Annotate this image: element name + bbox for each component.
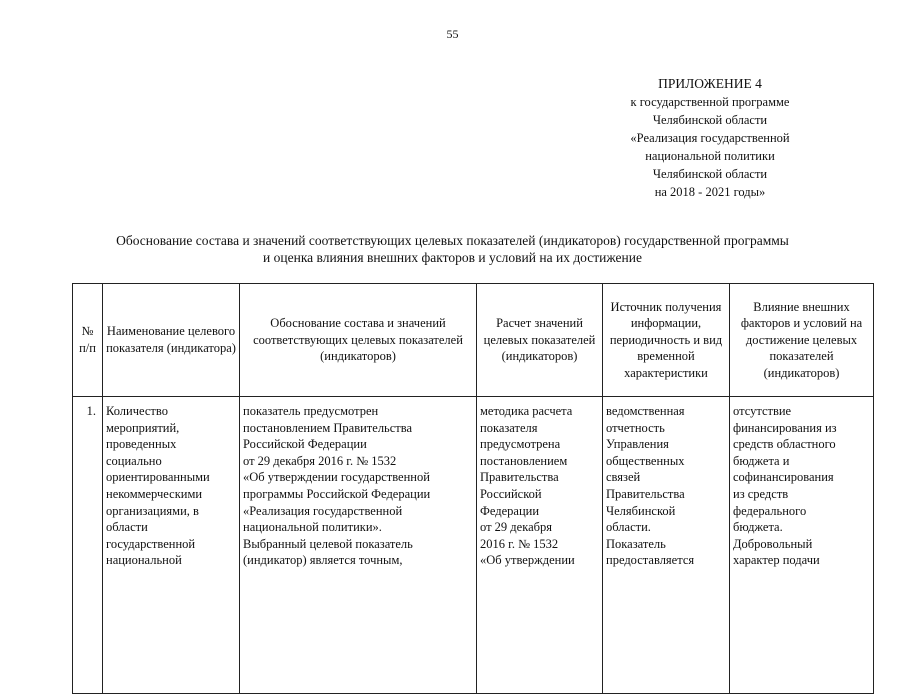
row-indicator-name bbox=[103, 397, 240, 694]
appendix-line: «Реализация государственной bbox=[630, 131, 790, 145]
document-title bbox=[40, 232, 865, 266]
header-number: № п/п bbox=[73, 284, 103, 397]
appendix-line: на 2018 - 2021 годы» bbox=[654, 185, 766, 199]
header-influence: Влияние внешних факторов и условий на достижение целевых показателей (индикаторов) bbox=[730, 284, 874, 397]
appendix-title: ПРИЛОЖЕНИЕ 4 bbox=[658, 76, 762, 91]
appendix-line: Челябинской области bbox=[652, 167, 768, 181]
row-influence-text: отсутствие финансирования из средств областного бюджета и софинансирования из средств федерального бюджета. Добровольный характер подачи bbox=[733, 404, 837, 568]
table-row bbox=[73, 397, 874, 694]
header-calculation: Расчет значений целевых показателей (индикаторов) bbox=[477, 284, 603, 397]
row-number bbox=[73, 397, 103, 694]
row-justification-text: показатель предусмотрен постановлением Правительства Российской Федерации от 29 декабря 2016 г. № 1532 «Об утверждении государственной программы Российской Федерации «Реализация государственной национальной политики». Выбранный целевой показатель (индикатор) является точным, bbox=[243, 404, 431, 568]
row-justification bbox=[240, 397, 477, 694]
row-calculation-text: методика расчета показателя предусмотрена постановлением Правительства Российской Федерации от 29 декабря 2016 г. № 1532 «Об утверждении bbox=[480, 404, 575, 568]
document-title-line: Обоснование состава и значений соответствующих целевых показателей (индикаторов) государственной программы bbox=[116, 233, 789, 248]
document-title-line: и оценка влияния внешних факторов и условий на их достижение bbox=[263, 250, 642, 265]
row-source bbox=[603, 397, 730, 694]
appendix-header bbox=[560, 75, 860, 201]
appendix-line: к государственной программе bbox=[630, 95, 790, 109]
row-number-text: 1. bbox=[86, 404, 96, 418]
row-influence bbox=[730, 397, 874, 694]
indicators-table bbox=[72, 283, 874, 694]
header-source: Источник получения информации, периодичность и вид временной характеристики bbox=[603, 284, 730, 397]
header-justification: Обоснование состава и значений соответствующих целевых показателей (индикаторов) bbox=[240, 284, 477, 397]
page-number: 55 bbox=[446, 27, 459, 41]
appendix-line: Челябинской области bbox=[652, 113, 768, 127]
header-indicator-name: Наименование целевого показателя (индикатора) bbox=[103, 284, 240, 397]
row-calculation bbox=[477, 397, 603, 694]
table-header-row bbox=[73, 284, 874, 397]
row-indicator-name-text: Количество мероприятий, проведенных социально ориентированными некоммерческими организациями, в области государственной национальной bbox=[106, 404, 210, 568]
row-source-text: ведомственная отчетность Управления общественных связей Правительства Челябинской области. Показатель предоставляется bbox=[606, 404, 695, 568]
appendix-line: национальной политики bbox=[645, 149, 775, 163]
